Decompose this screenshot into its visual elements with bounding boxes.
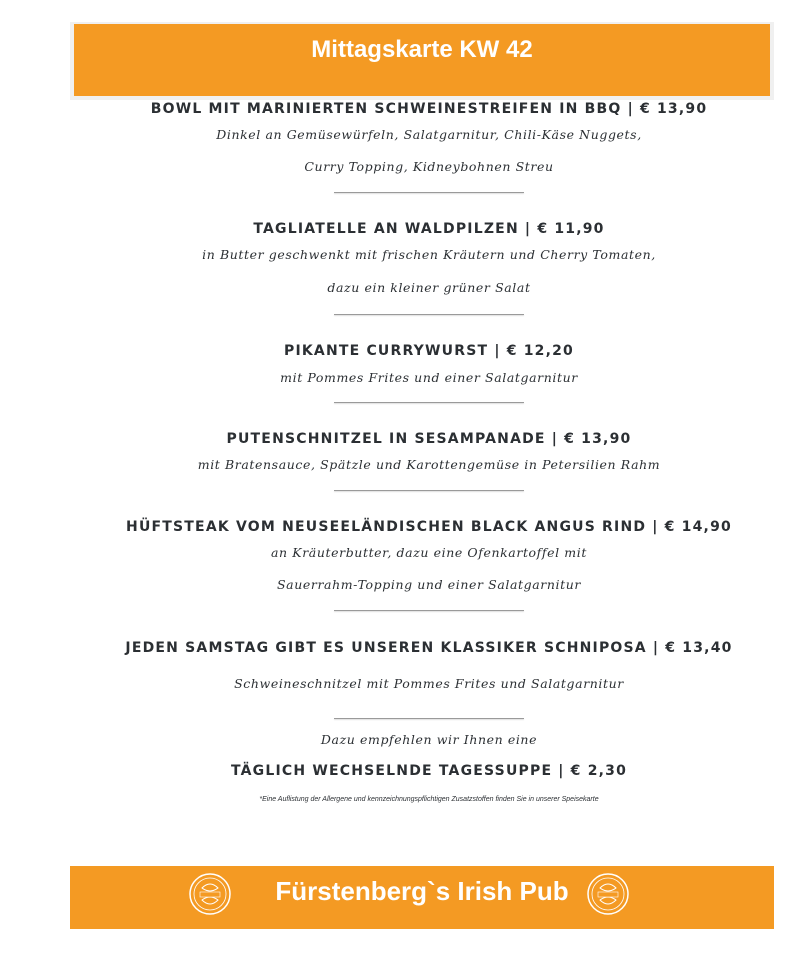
divider [334, 314, 524, 315]
menu-item-title: TAGLIATELLE AN WALDPILZEN | € 11,90 [253, 221, 605, 237]
menu-item-description: Dinkel an Gemüsewürfeln, Salatgarnitur, Chili-Käse Nuggets, [216, 127, 642, 142]
allergen-footnote: *Eine Auflistung der Allergene und kennzeichnungspflichtigen Zusatzstoffen finden Sie in unserer Speisekarte [259, 796, 599, 803]
menu-item-description: in Butter geschwenkt mit frischen Kräutern und Cherry Tomaten, [202, 247, 656, 262]
menu-item-description: an Kräuterbutter, dazu eine Ofenkartoffel mit [271, 545, 587, 560]
menu-item-title: JEDEN SAMSTAG GIBT ES UNSEREN KLASSIKER SCHNIPOSA | € 13,40 [125, 640, 733, 656]
menu-item-description: dazu ein kleiner grüner Salat [327, 280, 531, 295]
menu-item-title: BOWL MIT MARINIERTEN SCHWEINESTREIFEN IN BBQ | € 13,90 [150, 101, 708, 117]
soup-title: TÄGLICH WECHSELNDE TAGESSUPPE | € 2,30 [230, 763, 628, 779]
pub-name: Fürstenberg`s Irish Pub [275, 876, 569, 906]
page-title: Mittagskarte KW 42 [311, 36, 533, 63]
divider [334, 490, 524, 491]
footer-banner [70, 866, 774, 929]
menu-item-description: mit Bratensauce, Spätzle und Karottengemüse in Petersilien Rahm [197, 457, 661, 472]
pub-logo-icon [586, 872, 630, 916]
menu-item-title: PUTENSCHNITZEL IN SESAMPANADE | € 13,90 [226, 431, 632, 447]
menu-item-description: Sauerrahm-Topping und einer Salatgarnitur [277, 577, 581, 592]
menu-item-description: Curry Topping, Kidneybohnen Streu [304, 159, 554, 174]
menu-item-title: HÜFTSTEAK VOM NEUSEELÄNDISCHEN BLACK ANGUS RIND | € 14,90 [126, 519, 732, 535]
menu-item-title: PIKANTE CURRYWURST | € 12,20 [283, 343, 575, 359]
divider [334, 610, 524, 611]
divider [334, 718, 524, 719]
menu-item-description: Schweineschnitzel mit Pommes Frites und Salatgarnitur [234, 676, 624, 691]
soup-intro: Dazu empfehlen wir Ihnen eine [320, 732, 538, 747]
divider [334, 402, 524, 403]
divider [334, 192, 524, 193]
menu-item-description: mit Pommes Frites und einer Salatgarnitur [280, 370, 578, 385]
header-banner [74, 24, 770, 96]
